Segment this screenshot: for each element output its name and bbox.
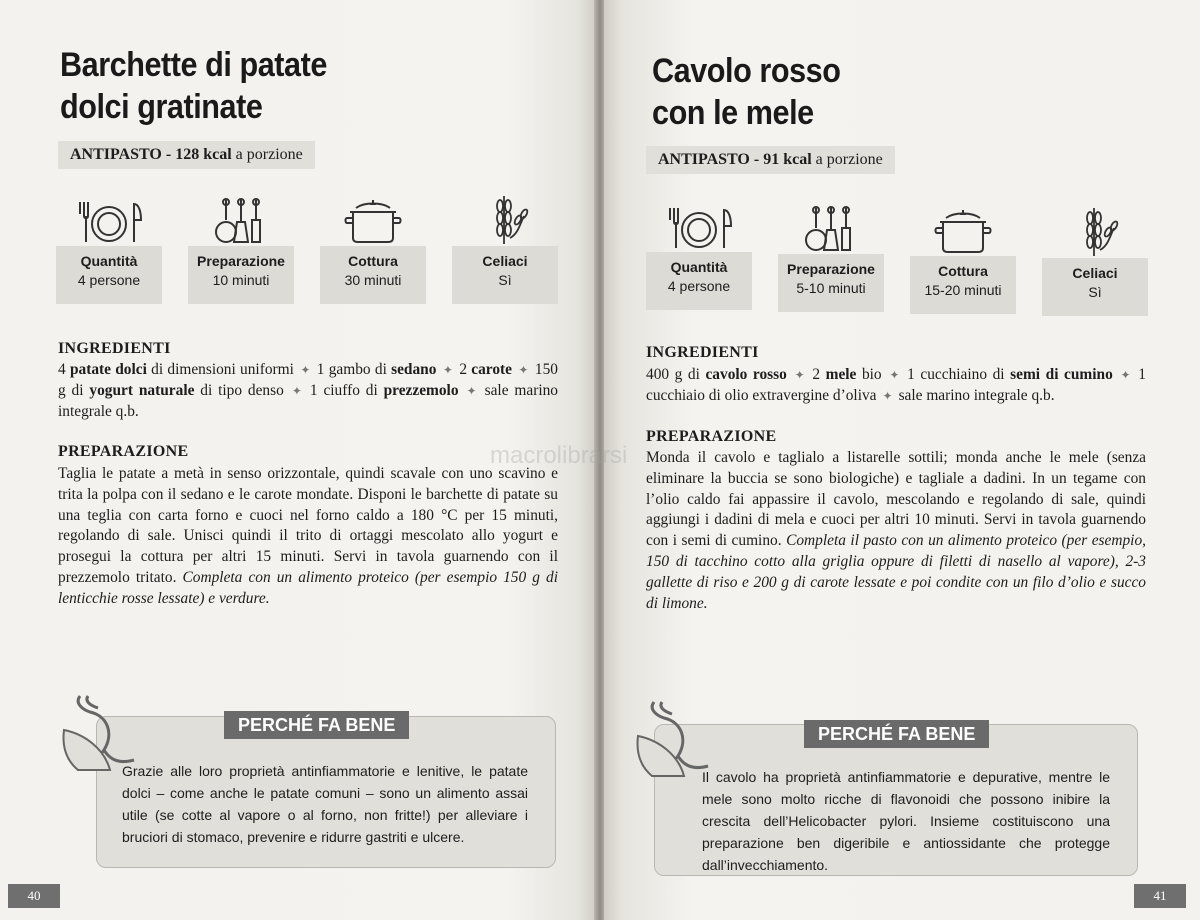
separator-icon: ✦: [515, 363, 532, 377]
badge-suffix: a porzione: [235, 146, 303, 163]
text-segment: bio: [856, 366, 882, 383]
separator-icon: ✦: [286, 383, 307, 398]
text-segment: 1 cucchiaio di olio extravergine d’oliva: [646, 366, 1146, 404]
why-title: PERCHÉ FA BENE: [804, 720, 989, 748]
cooking-pot-icon: [910, 200, 1016, 256]
category-badge: [646, 146, 895, 174]
info-value: 15-20 minuti: [924, 282, 1002, 298]
info-label: Celiaci: [482, 253, 528, 269]
page-number: 40: [8, 884, 60, 908]
text-segment: di dimensioni uniformi: [146, 361, 294, 378]
ingredients-heading: INGREDIENTI: [58, 340, 171, 357]
kitchen-utensils-icon: [188, 190, 294, 246]
title-line: Barchette di patate: [60, 46, 327, 84]
text-segment: 1 ciuffo di: [309, 381, 384, 399]
title-line: con le mele: [652, 94, 814, 132]
separator-icon: ✦: [439, 363, 457, 377]
text-segment: Completa il pasto con un alimento proteico (per esempio, 150 di tacchino cotto alla griglia oppure di filetti di nasello al vapore), 2-3 gallette di riso e 200 g di carote lessate e poi condite con un filo d’olio e succo di limone.: [646, 532, 1146, 612]
ingredient-name: mele: [825, 366, 857, 383]
text-segment: 1 gambo di: [316, 361, 392, 378]
preparation-text: [646, 448, 1146, 614]
text-segment: 1 cucchiaino di: [907, 366, 1011, 383]
info-label: Celiaci: [1072, 265, 1118, 281]
recipe-title: [652, 50, 840, 134]
watermark: macrolibrarsi: [490, 442, 628, 469]
ingredient-name: sedano: [391, 361, 437, 378]
why-text: Grazie alle loro proprietà antinfiammatorie e lenitive, le patate dolci – come anche le patate comuni – sono un alimento assai utile (se cotte al vapore o al forno, non fritte!) per alleviare i bruciori di stomaco, prevenire e ridurre gastriti e ulcere.: [122, 763, 528, 845]
ingredients-text: [58, 360, 558, 422]
plate-cutlery-icon: [646, 196, 752, 252]
preparation-heading: PREPARAZIONE: [58, 443, 189, 460]
text-segment: sale marino integrale q.b.: [898, 386, 1055, 404]
info-label: Preparazione: [787, 261, 875, 277]
wheat-icon: [452, 190, 558, 246]
info-preparation: [778, 198, 884, 312]
info-label: Preparazione: [197, 253, 285, 269]
text-segment: 150 g di: [58, 361, 558, 399]
separator-icon: ✦: [789, 368, 810, 382]
ingredient-name: patate dolci: [69, 361, 147, 378]
info-value: Sì: [1088, 284, 1102, 300]
ingredient-name: semi di cumino: [1010, 366, 1113, 383]
ingredient-name: carote: [471, 361, 513, 378]
recipe-title: [60, 44, 327, 128]
ingredients-heading: INGREDIENTI: [646, 344, 759, 361]
separator-icon: ✦: [879, 388, 896, 403]
info-value: 10 minuti: [212, 272, 270, 288]
text-segment: 2: [812, 366, 826, 383]
title-line: Cavolo rosso: [652, 52, 841, 90]
preparation-text: [58, 464, 558, 610]
ingredient-name: prezzemolo: [383, 381, 459, 399]
text-segment: Completa con un alimento proteico (per esempio 150 g di lenticchie rosse lessate) e verdure.: [58, 568, 558, 607]
preparation-heading: PREPARAZIONE: [646, 428, 777, 445]
why-title: PERCHÉ FA BENE: [224, 711, 409, 739]
text-segment: 4: [58, 361, 70, 378]
info-value: 30 minuti: [344, 272, 402, 288]
info-quantity: [646, 196, 752, 310]
info-celiac: [1042, 202, 1148, 316]
info-cooking: [910, 200, 1016, 314]
text-segment: Monda il cavolo e taglialo a listarelle sottili; monda anche le mele (senza eliminare la buccia se sono biologiche) e tagliale a dadini. In un tegame con l’olio caldo fai appassire il cavolo, mescolando e regolando di sale, quindi aggiungi i dadini di mela e cuoci per altri 10 minuti. Servi in tavola guarnendo con i semi di cumino.: [646, 449, 1146, 550]
info-value: 4 persone: [667, 278, 731, 294]
separator-icon: ✦: [461, 383, 482, 398]
separator-icon: ✦: [1115, 368, 1136, 382]
category-badge: [58, 141, 315, 169]
page-number: 41: [1134, 884, 1186, 908]
badge-category: ANTIPASTO - 128 kcal: [70, 146, 232, 163]
text-segment: sale marino integrale q.b.: [58, 381, 558, 420]
info-label: Cottura: [348, 253, 398, 269]
text-segment: 400 g di: [646, 366, 706, 383]
badge-category: ANTIPASTO - 91 kcal: [658, 151, 812, 168]
title-line: dolci gratinate: [60, 88, 263, 126]
text-segment: di tipo denso: [194, 381, 284, 399]
badge-suffix: a porzione: [815, 151, 883, 168]
text-segment: Taglia le patate a metà in senso orizzontale, quindi scavale con uno scavino e trita la polpa con il sedano e le carote mondate. Disponi le barchette di patate su una teglia con carta forno e cuoci nel forno caldo a 180 °C per 15 minuti, regolando di sale. Unisci quindi il trito di ortaggi mescolato allo yogurt e prosegui la cottura per altri 15 minuti. Servi in tavola guarnendo con il prezzemolo tritato.: [58, 465, 558, 586]
cooking-pot-icon: [320, 190, 426, 246]
info-quantity: [56, 190, 162, 304]
ingredient-name: yogurt naturale: [89, 381, 195, 399]
info-value: 4 persone: [77, 272, 141, 288]
info-value: Sì: [498, 272, 512, 288]
page-right: [604, 0, 1200, 920]
separator-icon: ✦: [884, 368, 905, 382]
ingredients-text: [646, 365, 1146, 407]
why-text: Il cavolo ha proprietà antinfiammatorie e depurative, mentre le mele sono molto ricche di flavonoidi che possono inibire la crescita dell’Helicobacter pylori. Insieme costituiscono una preparazione ben digeribile e antiossidante che protegge dall’invecchiamento.: [702, 769, 1110, 873]
info-label: Quantità: [670, 259, 728, 275]
info-label: Quantità: [80, 253, 138, 269]
info-cooking: [320, 190, 426, 304]
info-value: 5-10 minuti: [796, 280, 866, 296]
plate-cutlery-icon: [56, 190, 162, 246]
ingredient-name: cavolo rosso: [705, 366, 787, 383]
info-celiac: [452, 190, 558, 304]
wheat-icon: [1042, 202, 1148, 258]
text-segment: 2: [459, 361, 472, 378]
info-label: Cottura: [938, 263, 988, 279]
info-preparation: [188, 190, 294, 304]
kitchen-utensils-icon: [778, 198, 884, 254]
separator-icon: ✦: [296, 363, 314, 377]
